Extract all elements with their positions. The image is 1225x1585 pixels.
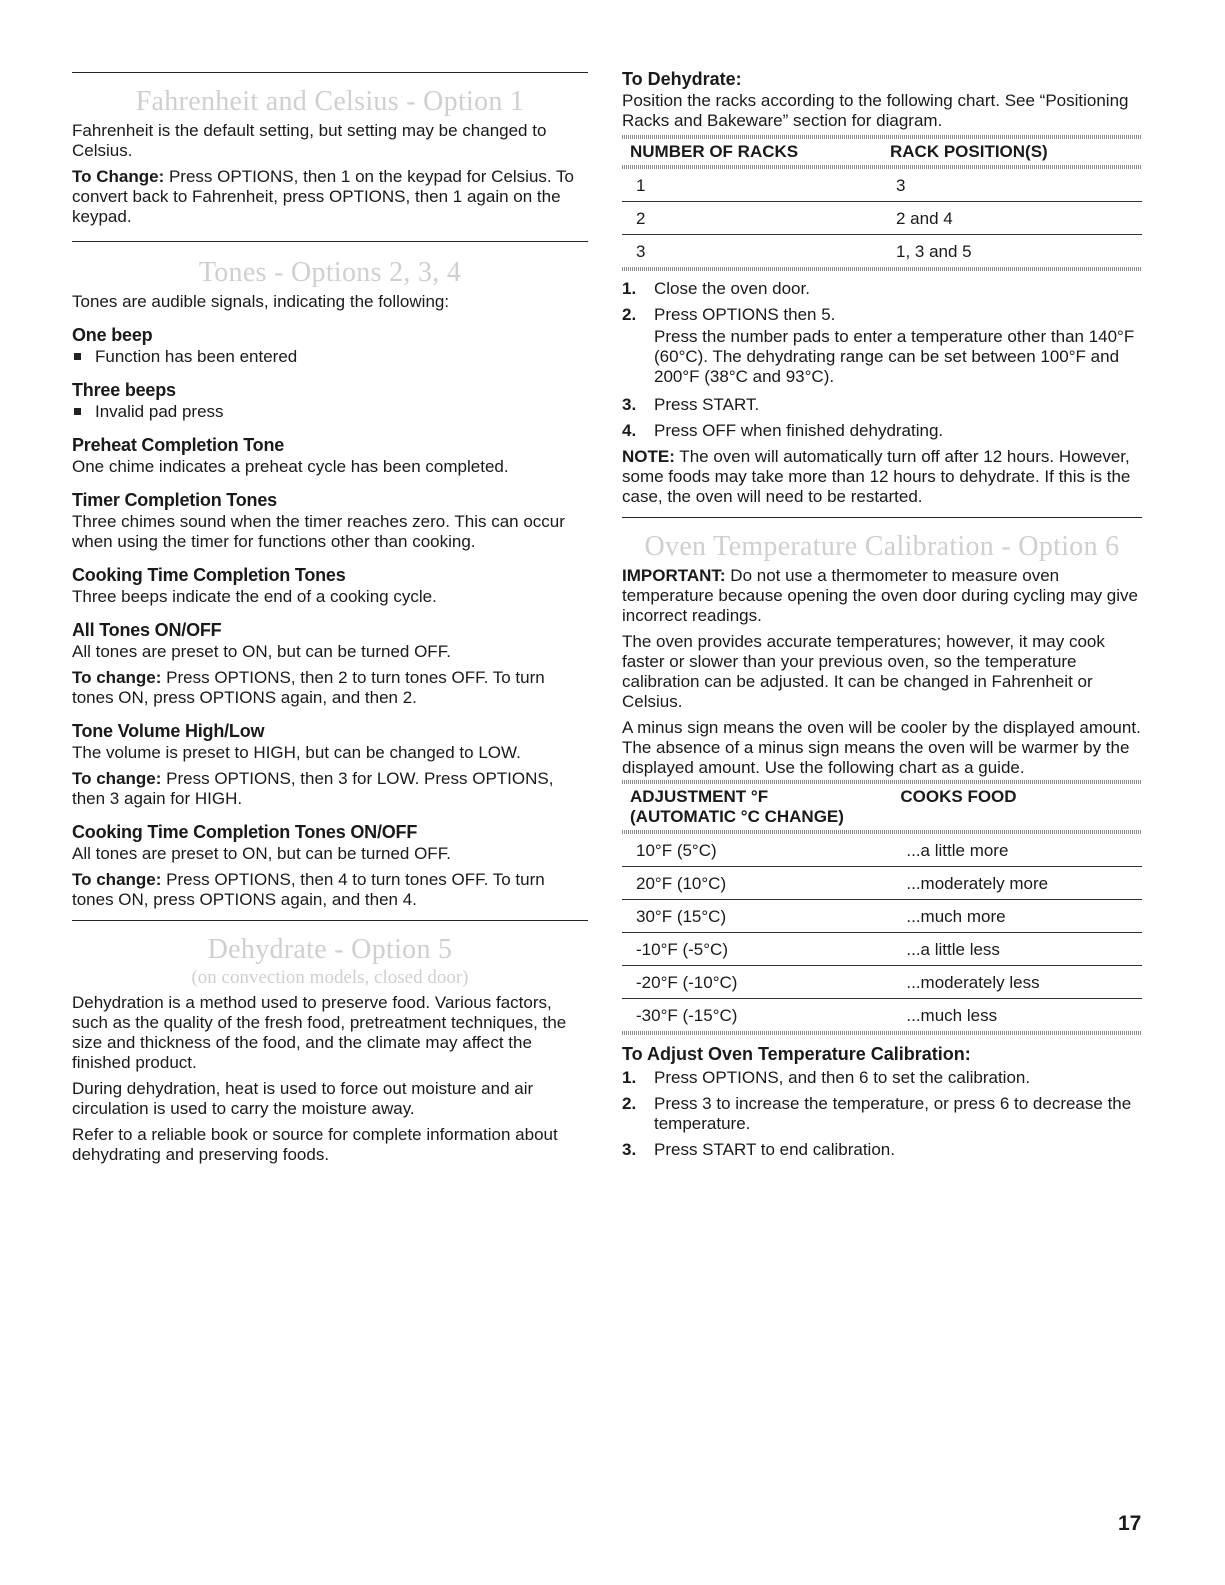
heading-adjust-calibration: To Adjust Oven Temperature Calibration: — [622, 1044, 971, 1064]
section-subtitle-dehydrate: (on convection models, closed door) — [191, 967, 469, 988]
calibration-table-header — [622, 784, 1142, 830]
note-text: The oven will automatically turn off after 12 hours. However, some foods may take more than 12 hours to dehydrate. If this is the case, the oven will need to be restarted. — [622, 447, 1131, 506]
table-cell: ...moderately more — [892, 867, 1142, 900]
table-row — [622, 834, 1142, 867]
rack-position-table — [622, 139, 1142, 165]
section-title-fahrenheit: Fahrenheit and Celsius - Option 1 — [135, 86, 525, 117]
table-cell: ...a little more — [892, 834, 1142, 867]
step-number: 2. — [622, 1094, 637, 1113]
step-text: Press 3 to increase the temperature, or press 6 to decrease the temperature. — [654, 1094, 1132, 1133]
change-label: To change: — [72, 870, 162, 889]
heading-timer: Timer Completion Tones — [72, 490, 277, 510]
table-cell: ...much more — [892, 900, 1142, 933]
step-text: Press OFF when finished dehydrating. — [654, 421, 944, 440]
change-text: Press OPTIONS, then 4 to turn tones OFF. To turn tones ON, press OPTIONS again, and then 4. — [72, 870, 545, 909]
step-detail: Press the number pads to enter a temperature other than 140°F (60°C). The dehydrating range can be set between 100°F and 200°F (38°C and 93°C). — [654, 327, 1135, 386]
table-cell: 30°F (15°C) — [622, 900, 892, 933]
fahrenheit-change — [72, 167, 588, 227]
heading-cooking-time-onoff: Cooking Time Completion Tones ON/OFF — [72, 822, 418, 842]
change-label: To Change: — [72, 167, 165, 186]
step-item — [622, 395, 1142, 415]
section-divider — [72, 241, 588, 242]
bullet-icon — [74, 353, 81, 360]
dehydrate-p2: During dehydration, heat is used to force out moisture and air circulation is used to carry the moisture away. — [72, 1079, 534, 1118]
page-number: 17 — [1118, 1512, 1142, 1535]
table-cell: ...a little less — [892, 933, 1142, 966]
heading-preheat: Preheat Completion Tone — [72, 435, 285, 455]
table-row — [622, 169, 1142, 202]
header-rack-positions: RACK POSITION(S) — [890, 142, 1048, 161]
heading-all-tones: All Tones ON/OFF — [72, 620, 222, 640]
cooking-time-onoff-change — [72, 870, 588, 910]
table-cell: 20°F (10°C) — [622, 867, 892, 900]
calibration-p2: The oven provides accurate temperatures; however, it may cook faster or slower than your previous oven, so the temperature calibration can be adjusted. It can be changed in Fahrenheit or Celsius. — [622, 632, 1105, 711]
heading-three-beeps: Three beeps — [72, 380, 176, 400]
change-text: Press OPTIONS, then 1 on the keypad for Celsius. To convert back to Fahrenheit, press OPTIONS, then 1 again on the keypad. — [72, 167, 575, 226]
step-item — [622, 1068, 1142, 1088]
table-row — [622, 235, 1142, 268]
step-text: Press OPTIONS, and then 6 to set the calibration. — [654, 1068, 1031, 1087]
tone-volume-change — [72, 769, 588, 809]
table-cell: ...moderately less — [892, 966, 1142, 999]
change-text: Press OPTIONS, then 2 to turn tones OFF. To turn tones ON, press OPTIONS again, and then 2. — [72, 668, 545, 707]
right-column — [622, 0, 1142, 1166]
table-row — [622, 999, 1142, 1032]
tone-volume-text: The volume is preset to HIGH, but can be changed to LOW. — [72, 743, 521, 762]
cooking-time-onoff-text: All tones are preset to ON, but can be turned OFF. — [72, 844, 451, 863]
header-line: (AUTOMATIC °C CHANGE) — [630, 807, 844, 826]
change-label: To change: — [72, 769, 162, 788]
table-header-row — [622, 784, 1142, 830]
list-item — [72, 347, 588, 367]
heading-cooking-time: Cooking Time Completion Tones — [72, 565, 346, 585]
section-divider — [622, 517, 1142, 518]
fahrenheit-intro: Fahrenheit is the default setting, but setting may be changed to Celsius. — [72, 121, 547, 160]
step-number: 1. — [622, 1068, 637, 1087]
section-title-dehydrate: Dehydrate - Option 5 — [207, 934, 453, 965]
all-tones-change — [72, 668, 588, 708]
important-label: IMPORTANT: — [622, 566, 726, 585]
table-cell: 3 — [636, 242, 646, 261]
table-cell: 2 and 4 — [882, 202, 1142, 235]
calibration-important — [622, 566, 1142, 626]
table-bottom-border — [622, 1031, 1142, 1035]
step-item — [622, 1094, 1142, 1134]
section-title-tones: Tones - Options 2, 3, 4 — [198, 257, 462, 288]
header-cooks-food: COOKS FOOD — [900, 787, 1017, 806]
note-label: NOTE: — [622, 447, 675, 466]
heading-tone-volume: Tone Volume High/Low — [72, 721, 265, 741]
change-label: To change: — [72, 668, 162, 687]
to-dehydrate-intro: Position the racks according to the following chart. See “Positioning Racks and Bakeware” section for diagram. — [622, 91, 1129, 130]
table-cell: -10°F (-5°C) — [622, 933, 892, 966]
timer-text: Three chimes sound when the timer reaches zero. This can occur when using the timer for functions other than cooking. — [72, 512, 565, 551]
dehydrate-p1: Dehydration is a method used to preserve food. Various factors, such as the quality of the fresh food, pretreatment techniques, the size and thickness of the food, and the climate may affect the finished product. — [72, 993, 567, 1072]
left-column — [72, 0, 588, 1171]
step-number: 1. — [622, 279, 637, 298]
step-item — [622, 279, 1142, 299]
list-item-text: Function has been entered — [95, 347, 298, 366]
table-cell: 10°F (5°C) — [622, 834, 892, 867]
important-text: Do not use a thermometer to measure oven temperature because opening the oven door during cycling may give incorrect readings. — [622, 566, 1138, 625]
table-row — [622, 202, 1142, 235]
list-item — [72, 402, 588, 422]
step-text: Close the oven door. — [654, 279, 810, 298]
step-text: Press OPTIONS then 5. — [654, 305, 836, 324]
table-row — [622, 933, 1142, 966]
step-text: Press START. — [654, 395, 760, 414]
preheat-text: One chime indicates a preheat cycle has been completed. — [72, 457, 509, 476]
list-item-text: Invalid pad press — [95, 402, 224, 421]
section-divider — [72, 72, 588, 73]
table-cell: 1 — [622, 169, 882, 202]
step-item — [622, 305, 1142, 325]
table-row — [622, 867, 1142, 900]
table-header-row — [622, 139, 1142, 165]
table-row — [622, 966, 1142, 999]
all-tones-text: All tones are preset to ON, but can be turned OFF. — [72, 642, 451, 661]
table-cell: -20°F (-10°C) — [622, 966, 892, 999]
step-number: 3. — [622, 1140, 637, 1159]
table-cell: 1, 3 and 5 — [896, 242, 972, 261]
heading-one-beep: One beep — [72, 325, 153, 345]
step-number: 4. — [622, 421, 637, 440]
heading-to-dehydrate: To Dehydrate: — [622, 69, 742, 89]
table-cell: -30°F (-15°C) — [636, 1006, 738, 1025]
header-line: ADJUSTMENT °F — [630, 787, 769, 806]
calibration-p3: A minus sign means the oven will be cooler by the displayed amount. The absence of a minus sign means the oven will be warmer by the displayed amount. Use the following chart as a guide. — [622, 718, 1141, 777]
table-cell: 2 — [622, 202, 882, 235]
section-title-calibration: Oven Temperature Calibration - Option 6 — [644, 531, 1120, 562]
rack-position-table-body — [622, 169, 1142, 267]
table-cell: ...much less — [906, 1006, 998, 1025]
step-number: 3. — [622, 395, 637, 414]
change-text: Press OPTIONS, then 3 for LOW. Press OPTIONS, then 3 again for HIGH. — [72, 769, 554, 808]
note — [622, 447, 1142, 507]
bullet-icon — [74, 408, 81, 415]
step-item — [622, 1140, 1142, 1160]
dehydrate-p3: Refer to a reliable book or source for complete information about dehydrating and preserving foods. — [72, 1125, 558, 1164]
table-cell: 3 — [882, 169, 1142, 202]
cooking-time-text: Three beeps indicate the end of a cooking cycle. — [72, 587, 437, 606]
table-row — [622, 900, 1142, 933]
step-item — [622, 421, 1142, 441]
step-number: 2. — [622, 305, 637, 324]
header-number-of-racks: NUMBER OF RACKS — [630, 142, 799, 161]
step-text: Press START to end calibration. — [654, 1140, 895, 1159]
table-bottom-border — [622, 267, 1142, 271]
header-adjustment — [622, 784, 892, 830]
section-divider — [72, 920, 588, 921]
tones-intro: Tones are audible signals, indicating the following: — [72, 292, 450, 311]
calibration-table — [622, 834, 1142, 1031]
